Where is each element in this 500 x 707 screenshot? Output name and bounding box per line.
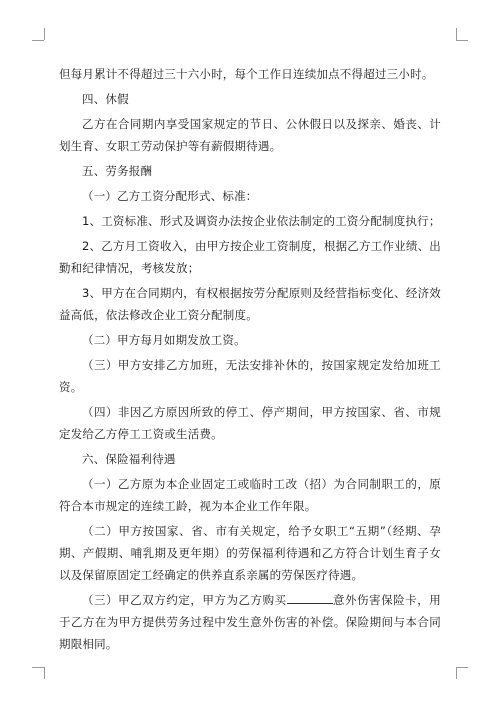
paragraph: 3、甲方在合同期内，有权根据按劳分配原则及经营指标变化、经济效益高低，依法修改企业工资分配制度。 — [59, 286, 441, 322]
crop-mark-top-right — [456, 40, 468, 41]
crop-mark-bottom-left — [44, 667, 45, 679]
crop-mark-top-left — [32, 40, 44, 41]
crop-mark-top-left — [44, 28, 45, 40]
paragraph: （四）非因乙方原因所致的停工、停产期间，甲方按国家、省、市规定发给乙方停工工资或生活费。 — [59, 405, 441, 441]
paragraph: （一）乙方工资分配形式、标准： — [82, 189, 258, 203]
clause-text-after-blank: 意外伤害保险卡，用于乙方在为甲方提供劳务过程中发生意外伤害的补偿。保险期间与本合同期限相同。 — [59, 593, 441, 651]
document-body — [59, 63, 441, 658]
section-heading-pay: 五、劳务报酬 — [82, 164, 153, 178]
paragraph: 2、乙方月工资收入，由甲方按企业工资制度，根据乙方工作业绩、出勤和纪律情况，考核发放； — [59, 239, 441, 275]
paragraph: （二）甲方按国家、省、市有关规定，给予女职工“五期”（经期、孕期、产假期、哺乳期及更年期）的劳保福利待遇和乙方符合计划生育子女以及保留原固定工经确定的供养直系亲属的劳保医疗待遇。 — [59, 524, 441, 582]
crop-mark-bottom-left — [32, 667, 44, 668]
clause-text-before-blank: （三）甲乙双方约定，甲方为乙方购买 — [82, 593, 287, 607]
paragraph: 但每月累计不得超过三十六小时，每个工作日连续加点不得超过三小时。 — [59, 67, 434, 81]
section-heading-holiday: 四、休假 — [82, 92, 129, 106]
section-heading-insurance: 六、保险福利待遇 — [82, 452, 176, 466]
crop-mark-bottom-right — [456, 667, 457, 679]
insurance-clause-paragraph — [59, 589, 441, 655]
paragraph: （三）甲方安排乙方加班，无法安排补休的，按国家规定发给加班工资。 — [59, 358, 441, 394]
crop-mark-bottom-right — [456, 667, 468, 668]
paragraph: 1、工资标准、形式及调资办法按企业依法制定的工资分配制度执行； — [82, 214, 441, 228]
paragraph: 乙方在合同期内享受国家规定的节日、公休假日以及探亲、婚丧、计划生育、女职工劳动保护等有薪假期待遇。 — [59, 117, 441, 153]
crop-mark-top-right — [456, 28, 457, 40]
paragraph: （二）甲方每月如期发放工资。 — [82, 333, 246, 347]
fill-in-blank-line — [287, 591, 333, 604]
paragraph: （一）乙方原为本企业固定工或临时工改（招）为合同制职工的，原符合本市规定的连续工龄，视为本企业工作年限。 — [59, 477, 441, 513]
